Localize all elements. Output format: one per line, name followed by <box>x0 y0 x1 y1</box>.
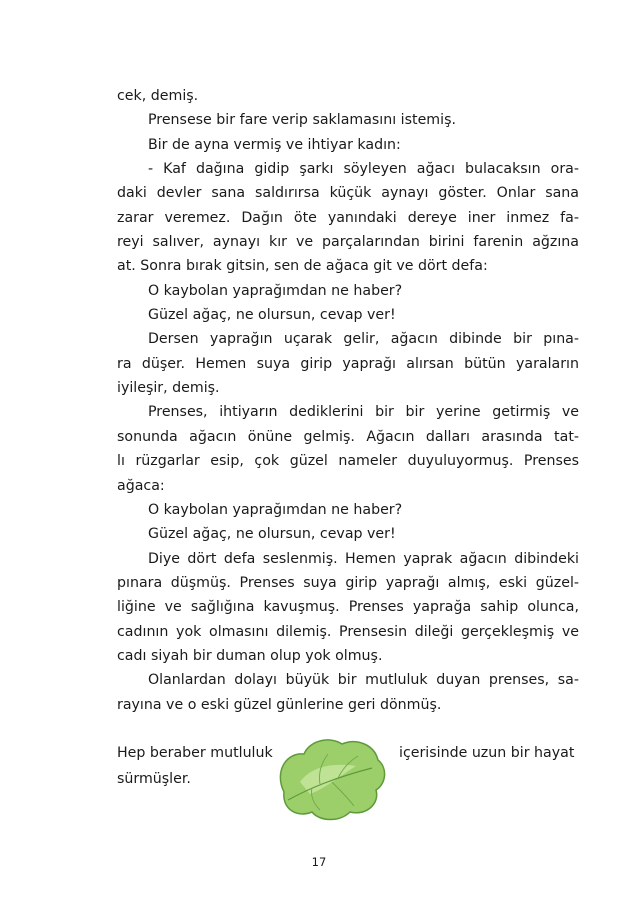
story-text <box>117 84 579 717</box>
text-line: at. Sonra bırak gitsin, sen de ağaca git ve dört defa: <box>117 258 488 275</box>
text-line: O kaybolan yaprağımdan ne haber? <box>148 282 403 299</box>
leaf-icon <box>270 732 390 824</box>
closing-left-text: Hep beraber mutluluk <box>117 745 273 761</box>
text-line: Dersen yaprağın uçarak gelir, ağacın dibinde bir pına- <box>148 331 579 348</box>
text-line: pınara düşmüş. Prenses suya girip yaprağı almış, eski güzel- <box>117 574 579 591</box>
text-line: Güzel ağaç, ne olursun, cevap ver! <box>148 307 396 324</box>
text-line: sonunda ağacın önüne gelmiş. Ağacın dalları arasında tat- <box>117 428 579 445</box>
closing-line-2: sürmüşler. <box>117 771 191 787</box>
text-line: Diye dört defa seslenmiş. Hemen yaprak ağacın dibindeki <box>148 550 579 567</box>
text-line: - Kaf dağına gidip şarkı söyleyen ağacı bulacaksın ora- <box>148 161 579 178</box>
text-line: iyileşir, demiş. <box>117 380 220 397</box>
text-line: reyi salıver, aynayı kır ve parçalarından birini farenin ağzına <box>117 234 579 251</box>
text-line: Prensese bir fare verip saklamasını istemiş. <box>148 112 456 129</box>
page-number: 17 <box>311 855 327 869</box>
text-line: Olanlardan dolayı büyük bir mutluluk duyan prenses, sa- <box>148 672 579 689</box>
text-line: ra düşer. Hemen suya girip yaprağı alırsan bütün yaraların <box>117 355 579 372</box>
closing-right-text: içerisinde uzun bir hayat <box>399 745 575 761</box>
text-line: Prenses, ihtiyarın dediklerini bir bir yerine getirmiş ve <box>148 404 579 421</box>
text-line: Güzel ağaç, ne olursun, cevap ver! <box>148 526 396 543</box>
text-line: cadının yok olmasını dilemiş. Prensesin dileği gerçekleşmiş ve <box>117 623 579 640</box>
text-line: liğine ve sağlığına kavuşmuş. Prenses yaprağa sahip olunca, <box>117 599 579 616</box>
text-line: rayına ve o eski güzel günlerine geri dönmüş. <box>117 696 442 713</box>
text-line: cek, demiş. <box>117 88 199 104</box>
text-line: Bir de ayna vermiş ve ihtiyar kadın: <box>148 136 401 153</box>
text-line: ağaca: <box>117 477 165 494</box>
text-line: lı rüzgarlar esip, çok güzel nameler duyuluyormuş. Prenses <box>117 453 579 470</box>
text-line: zarar veremez. Dağın öte yanındaki dereye iner inmez fa- <box>117 209 579 226</box>
text-line: daki devler sana saldırırsa küçük aynayı göster. Onlar sana <box>117 185 579 202</box>
text-line: cadı siyah bir duman olup yok olmuş. <box>117 647 383 664</box>
text-line: O kaybolan yaprağımdan ne haber? <box>148 501 403 518</box>
